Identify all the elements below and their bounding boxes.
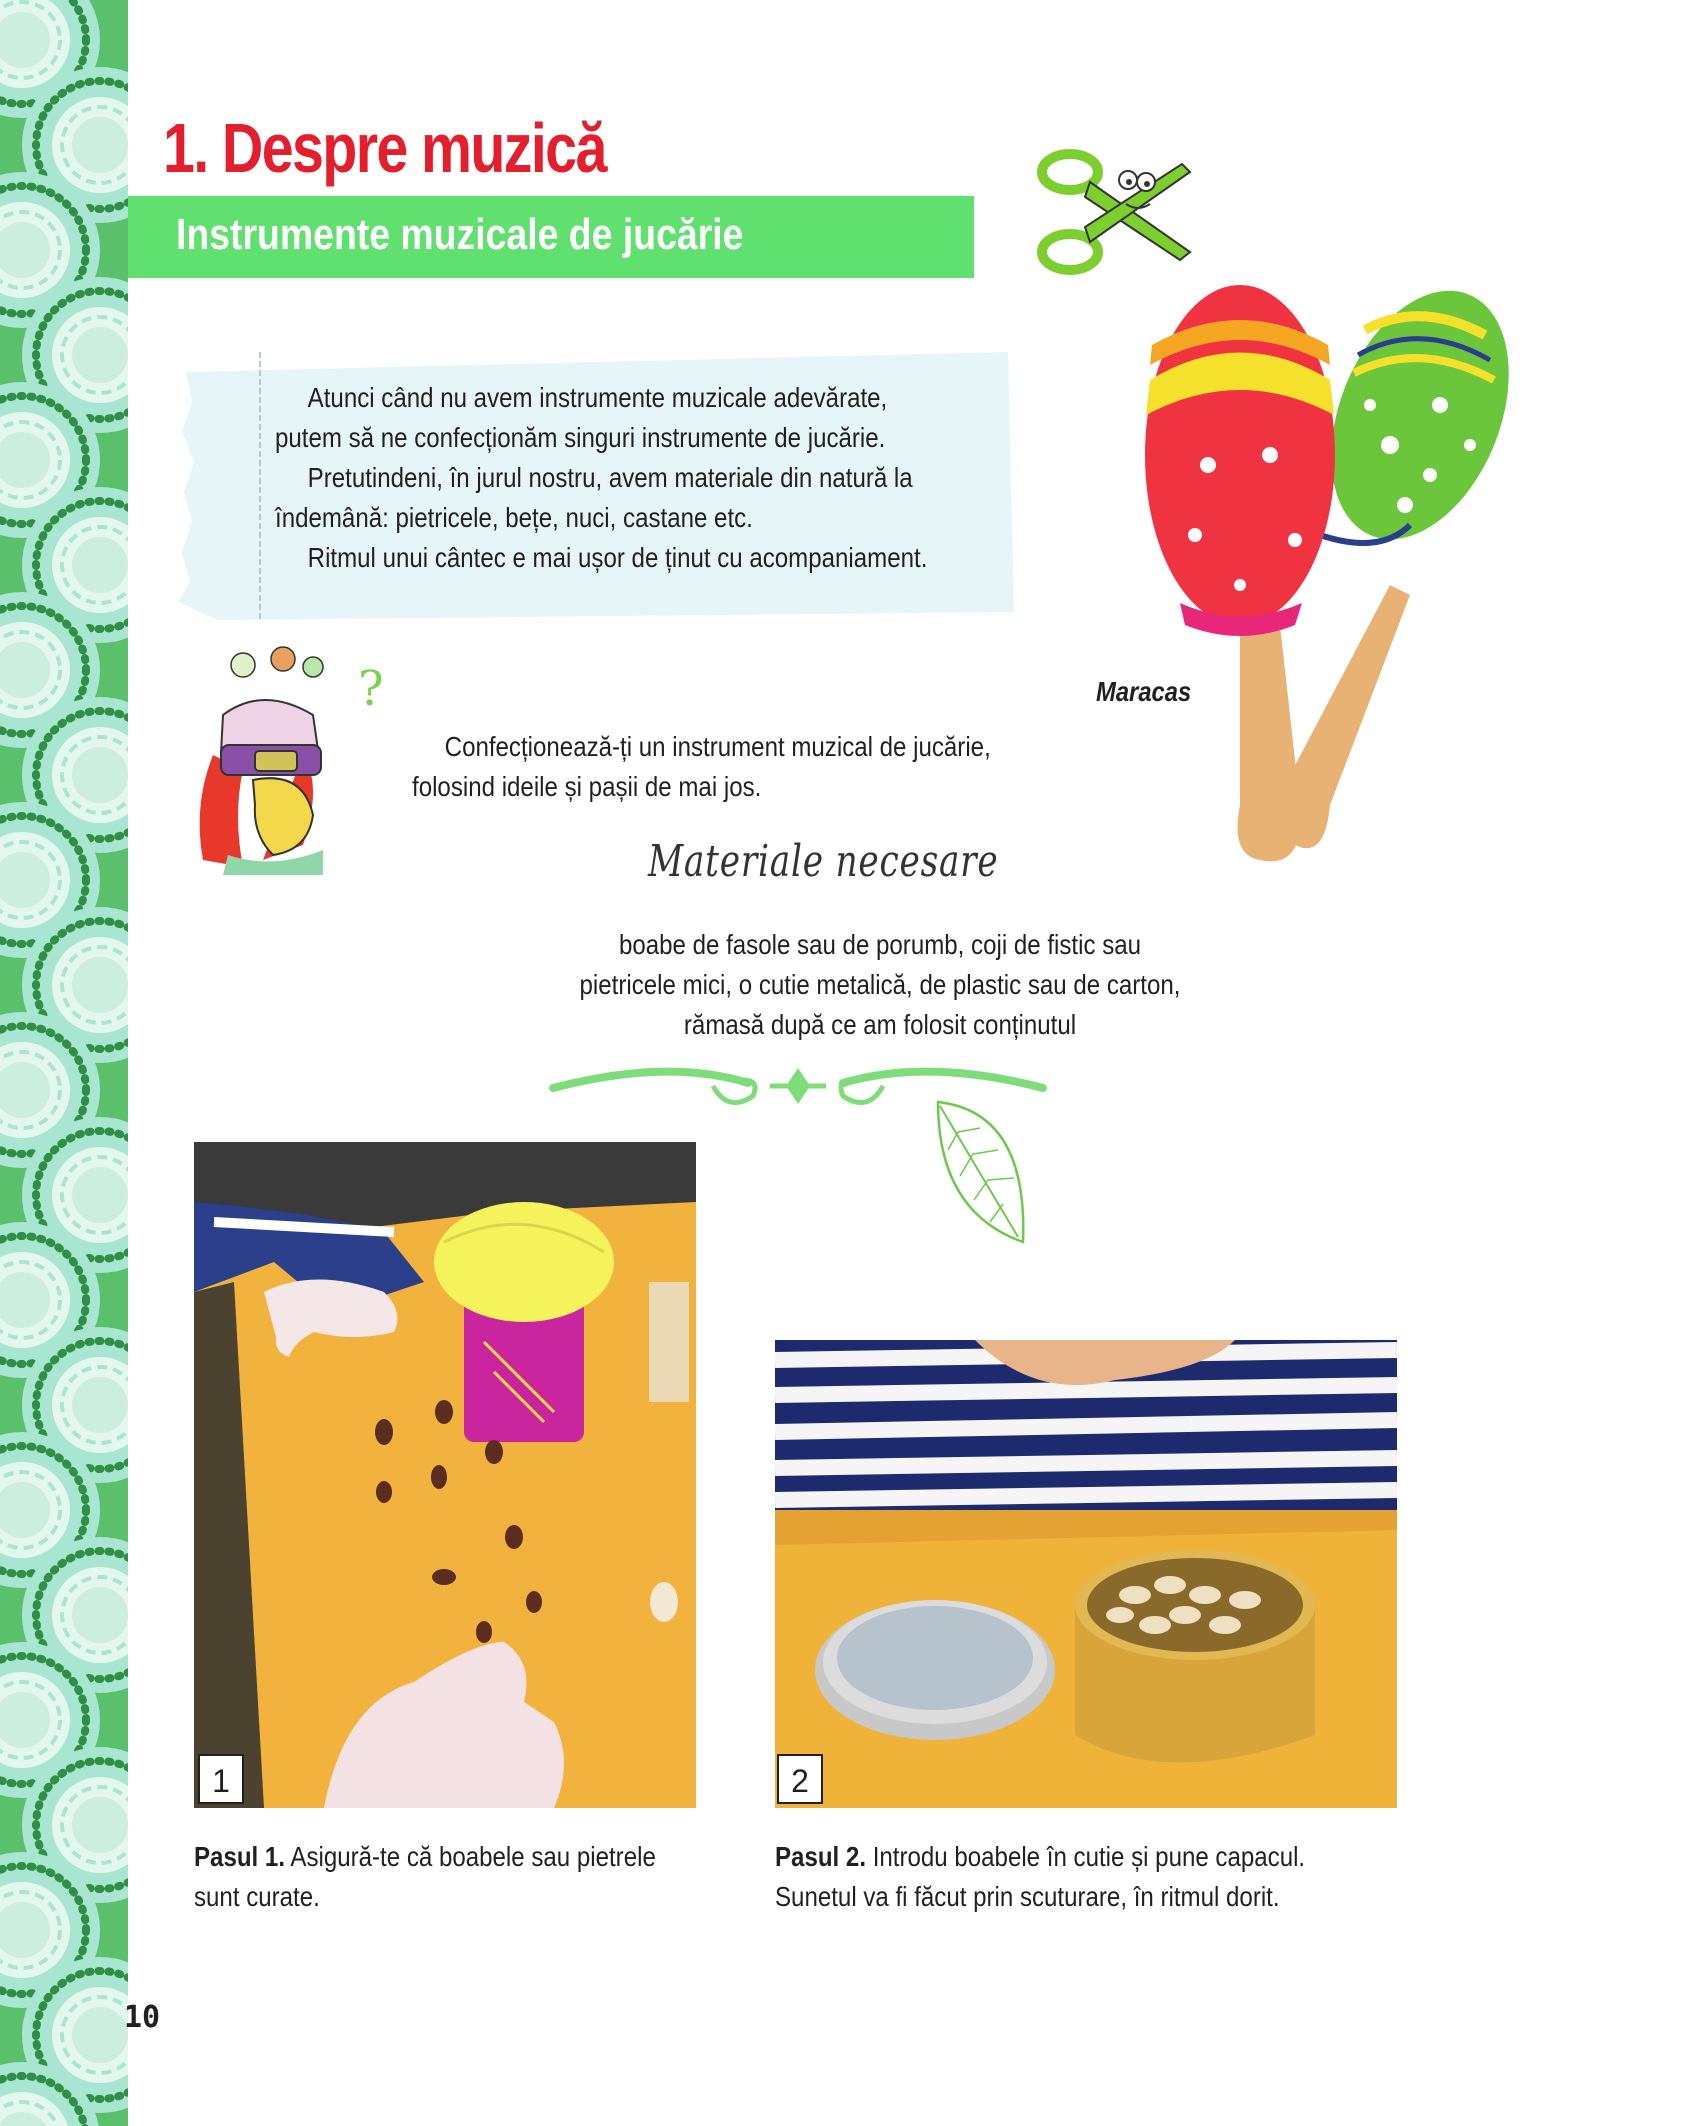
page-number: 10 [124,2000,161,2035]
page-title: 1. Despre muzică [163,109,606,187]
materials-line: pietricele mici, o cutie metalică, de plastic sau de carton, [579,969,1181,1000]
step-text: Sunetul va fi făcut prin scuturare, în ritmul dorit. [775,1881,1280,1912]
leaf-icon [918,1092,1038,1252]
step-1-badge: 1 [198,1754,244,1804]
step-label: Pasul 1. [194,1841,286,1872]
task-line: folosind ideile și pașii de mai jos. [412,771,762,802]
maracas-caption: Maracas [1096,676,1192,707]
step-2-badge: 2 [777,1754,823,1804]
svg-text:?: ? [358,661,384,717]
intro-paragraph [275,378,946,578]
step-2-caption [775,1837,1360,1917]
materials-title: Materiale necesare [648,836,999,887]
step-text: Introdu boabele în cutie și pune capacul. [866,1841,1306,1872]
step-2-photo [775,1340,1397,1808]
step-1-photo [194,1142,696,1808]
intro-line: putem să ne confecționăm singuri instrumente de jucărie. [275,422,886,453]
step-label: Pasul 2. [775,1841,867,1872]
section-subtitle: Instrumente muzicale de jucărie [176,210,744,259]
task-instruction [412,727,1048,807]
section-banner [128,196,974,278]
intro-line: Pretutindeni, în jurul nostru, avem materiale din natură la [307,462,913,493]
materials-line: rămasă după ce am folosit conținutul [683,1009,1077,1040]
decorative-side-strip [0,0,128,2126]
task-line: Confecționează-ți un instrument muzical de jucărie, [444,731,991,762]
scissors-icon [1030,142,1200,282]
maracas-image [1090,285,1520,865]
step-text: sunt curate. [194,1881,320,1912]
intro-line: îndemână: pietricele, bețe, nuci, castane etc. [275,502,753,533]
intro-line: Atunci când nu avem instrumente muzicale adevărate, [307,382,888,413]
step-1-caption [194,1837,727,1917]
materials-list [527,925,1232,1045]
intro-line: Ritmul unui cântec e mai ușor de ținut cu acompaniament. [307,542,928,573]
girl-illustration [183,645,398,875]
step-text: Asigură-te că boabele sau pietrele [285,1841,656,1872]
materials-line: boabe de fasole sau de porumb, coji de fistic sau [618,929,1142,960]
